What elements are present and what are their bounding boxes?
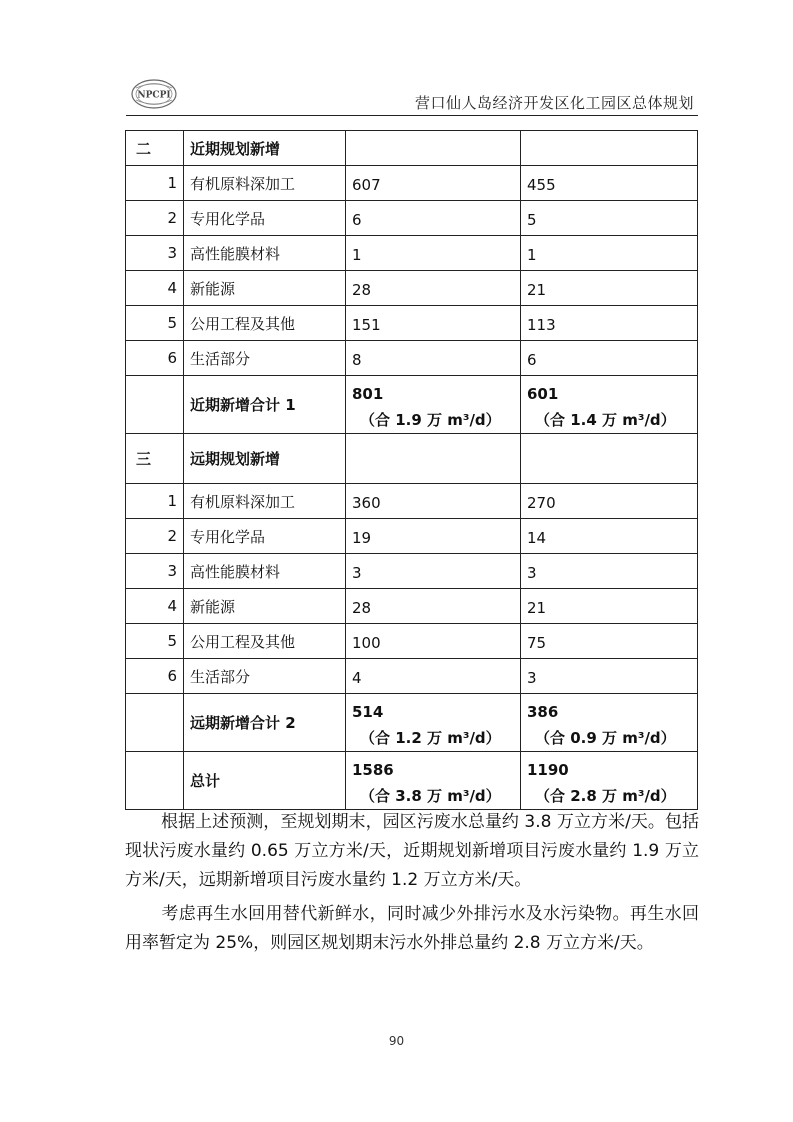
row-value-b: 75 bbox=[521, 624, 698, 659]
table-row bbox=[126, 484, 698, 519]
subtotal-note: （合 0.9 万 m³/d） bbox=[535, 728, 676, 747]
header-divider bbox=[126, 115, 698, 116]
table-row bbox=[126, 236, 698, 271]
total-value: 1586 bbox=[352, 760, 394, 779]
row-name: 新能源 bbox=[184, 589, 346, 624]
table-row bbox=[126, 624, 698, 659]
subtotal-note: （合 1.2 万 m³/d） bbox=[360, 728, 501, 747]
row-name: 高性能膜材料 bbox=[184, 554, 346, 589]
total-value: 1190 bbox=[527, 760, 569, 779]
row-number: 3 bbox=[126, 236, 184, 271]
table-row bbox=[126, 519, 698, 554]
subtotal-value-b bbox=[521, 694, 698, 752]
table-row bbox=[126, 271, 698, 306]
row-number: 4 bbox=[126, 271, 184, 306]
row-value-a: 607 bbox=[346, 166, 521, 201]
row-value-b: 455 bbox=[521, 166, 698, 201]
reuse-paragraph bbox=[125, 900, 699, 958]
row-name: 专用化学品 bbox=[184, 201, 346, 236]
document-title: 营口仙人岛经济开发区化工园区总体规划 bbox=[414, 94, 694, 112]
row-name: 公用工程及其他 bbox=[184, 306, 346, 341]
row-number: 3 bbox=[126, 554, 184, 589]
row-value-a: 360 bbox=[346, 484, 521, 519]
subtotal-label: 远期新增合计 2 bbox=[184, 694, 346, 752]
row-value-b: 113 bbox=[521, 306, 698, 341]
row-number: 5 bbox=[126, 624, 184, 659]
npcpi-logo-icon bbox=[130, 78, 178, 110]
row-name: 生活部分 bbox=[184, 341, 346, 376]
section-marker: 三 bbox=[126, 434, 184, 484]
total-label: 总计 bbox=[184, 752, 346, 810]
table-row bbox=[126, 201, 698, 236]
row-number: 6 bbox=[126, 341, 184, 376]
subtotal-value: 601 bbox=[527, 384, 559, 403]
row-number: 5 bbox=[126, 306, 184, 341]
row-name: 高性能膜材料 bbox=[184, 236, 346, 271]
row-name: 生活部分 bbox=[184, 659, 346, 694]
row-value-b: 21 bbox=[521, 271, 698, 306]
table-row bbox=[126, 554, 698, 589]
row-number: 1 bbox=[126, 166, 184, 201]
row-value-a: 28 bbox=[346, 589, 521, 624]
section-marker: 二 bbox=[126, 131, 184, 166]
subtotal-value: 514 bbox=[352, 702, 384, 721]
svg-text:NPCPI: NPCPI bbox=[137, 90, 171, 101]
subtotal-note: （合 1.9 万 m³/d） bbox=[360, 410, 501, 429]
summary-paragraph bbox=[125, 808, 699, 895]
row-value-a: 4 bbox=[346, 659, 521, 694]
row-value-a: 19 bbox=[346, 519, 521, 554]
subtotal-row bbox=[126, 376, 698, 434]
total-note: （合 2.8 万 m³/d） bbox=[535, 786, 676, 805]
row-value-b: 1 bbox=[521, 236, 698, 271]
table-row bbox=[126, 589, 698, 624]
row-value-a: 100 bbox=[346, 624, 521, 659]
row-value-b: 5 bbox=[521, 201, 698, 236]
subtotal-value-a bbox=[346, 694, 521, 752]
table-row bbox=[126, 659, 698, 694]
subtotal-value: 801 bbox=[352, 384, 384, 403]
subtotal-label: 近期新增合计 1 bbox=[184, 376, 346, 434]
section-header-row bbox=[126, 131, 698, 166]
row-name: 有机原料深加工 bbox=[184, 484, 346, 519]
total-note: （合 3.8 万 m³/d） bbox=[360, 786, 501, 805]
row-value-a: 28 bbox=[346, 271, 521, 306]
subtotal-note: （合 1.4 万 m³/d） bbox=[535, 410, 676, 429]
row-value-a: 6 bbox=[346, 201, 521, 236]
row-name: 有机原料深加工 bbox=[184, 166, 346, 201]
paragraph-text: 考虑再生水回用替代新鲜水，同时减少外排污水及水污染物。再生水回用率暂定为 25%，则园区规划期末污水外排总量约 2.8 万立方米/天。 bbox=[125, 904, 699, 953]
row-value-a: 8 bbox=[346, 341, 521, 376]
wastewater-table bbox=[125, 130, 698, 810]
row-number: 2 bbox=[126, 201, 184, 236]
row-value-b: 3 bbox=[521, 659, 698, 694]
row-value-b: 21 bbox=[521, 589, 698, 624]
subtotal-value: 386 bbox=[527, 702, 559, 721]
row-value-a: 1 bbox=[346, 236, 521, 271]
row-name: 专用化学品 bbox=[184, 519, 346, 554]
row-number: 1 bbox=[126, 484, 184, 519]
row-value-b: 270 bbox=[521, 484, 698, 519]
page-number: 90 bbox=[388, 1034, 405, 1048]
total-row bbox=[126, 752, 698, 810]
row-value-a: 3 bbox=[346, 554, 521, 589]
subtotal-row bbox=[126, 694, 698, 752]
total-value-b bbox=[521, 752, 698, 810]
row-value-b: 6 bbox=[521, 341, 698, 376]
page-header bbox=[126, 78, 698, 118]
section-title: 远期规划新增 bbox=[184, 434, 346, 484]
row-value-b: 3 bbox=[521, 554, 698, 589]
paragraph-text: 根据上述预测，至规划期末，园区污废水总量约 3.8 万立方米/天。包括现状污废水量约 0.65 万立方米/天，近期规划新增项目污废水量约 1.9 万立方米/天，远期新增项目污废水量约 1.2 万立方米/天。 bbox=[125, 812, 699, 890]
row-name: 新能源 bbox=[184, 271, 346, 306]
table-row bbox=[126, 306, 698, 341]
row-number: 6 bbox=[126, 659, 184, 694]
row-value-b: 14 bbox=[521, 519, 698, 554]
table-row bbox=[126, 341, 698, 376]
subtotal-value-b bbox=[521, 376, 698, 434]
table-row bbox=[126, 166, 698, 201]
section-header-row bbox=[126, 434, 698, 484]
section-title: 近期规划新增 bbox=[184, 131, 346, 166]
row-number: 2 bbox=[126, 519, 184, 554]
row-value-a: 151 bbox=[346, 306, 521, 341]
row-name: 公用工程及其他 bbox=[184, 624, 346, 659]
total-value-a bbox=[346, 752, 521, 810]
row-number: 4 bbox=[126, 589, 184, 624]
subtotal-value-a bbox=[346, 376, 521, 434]
